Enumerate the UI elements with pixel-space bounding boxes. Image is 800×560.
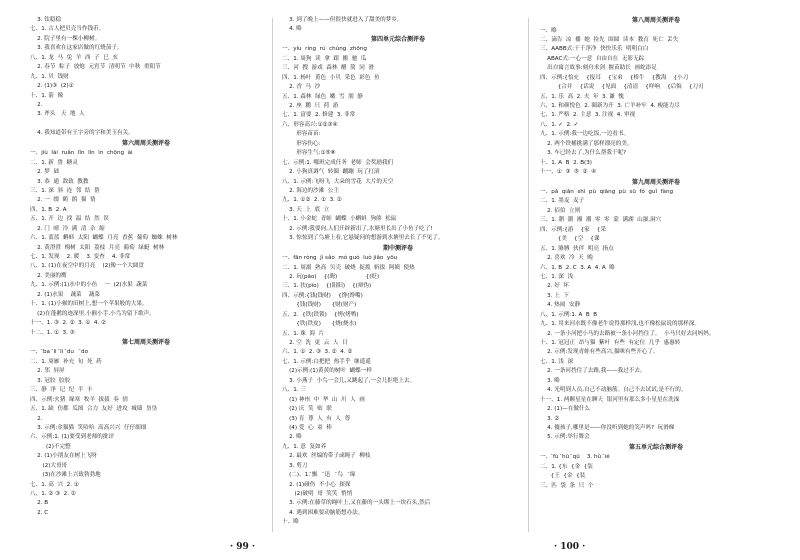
answer-line: 二、1. 墨麦 麦子 <box>540 198 585 205</box>
answer-line: 4. 遇到困难要动脑筋想办法。 <box>282 509 364 516</box>
answer-line: 三、AABB式:千千净净 快快乐乐 明明白白 <box>540 46 649 53</box>
answer-line: 2. 门 晴 冷 满 清 杂 缩 <box>30 225 105 232</box>
answer-line: 2. 好 坏 <box>540 283 569 290</box>
answer-line: 七、1. 示例:白把把 热手乎 继遥遥 <box>282 358 371 365</box>
answer-line: 二、1. 新 鲁 糖灵 <box>30 159 78 166</box>
answer-line: 七、示例:1. 哪班完成任务 老师 会奖励我们 <box>282 159 394 166</box>
left-page-number: · 99 · <box>230 542 256 552</box>
answer-line: 七、1. 古人把贝壳当作钱币。 <box>30 26 105 33</box>
answer-line: 2. 玩(pāo) {(晦) {(贬) <box>282 273 380 280</box>
answer-line: (3) 育 尊 人 有 人 尊 <box>282 415 351 422</box>
answer-line: (2)在蓬鹅的迹深里,小猴小手,小鸟为留下歌声。 <box>30 310 155 317</box>
answer-line: 3. 斧头 天 地 人 <box>30 111 85 118</box>
answer-line: 四、1. B 2. A <box>30 206 67 213</box>
answer-line: 十一、1. 两颗星星在聊天 银河里有那么多小星星在洗澡 <box>540 396 680 403</box>
answer-line: 六、示例:1. (1)要受到老师的批评 <box>30 434 115 441</box>
answer-line: 六、1. B 2. C 3. A 4. A 略 <box>540 264 615 271</box>
section-heading: 第六周周关测评卷 <box>121 139 170 147</box>
section-heading: 第七周周关测评卷 <box>121 338 170 346</box>
answer-line: 2. (1)—在做什么 <box>540 406 591 413</box>
answer-line: 3. ② <box>540 415 560 422</box>
answer-line: 四、1. 杨叶 黄色 小贝 采色 彩色 鱼 <box>282 74 380 81</box>
answer-line: 八、1. (1)在夜空中的月亮 (2)像一个大圆盘 <box>30 263 144 270</box>
answer-line: 3. 冠胶 胶胶 <box>30 377 71 384</box>
answer-line: 3. 惊惊到了鸟塘上看,它悬疑问的想游到水塘里去长了不见了。 <box>282 235 444 242</box>
answer-line: 八、1. ② ③ 2. ② <box>30 491 76 497</box>
answer-line: 3. 上 下 <box>540 292 569 299</box>
answer-line: 六、1. 蓝蓝 蝌蚪 太阳 蝴蝶 月亮 香蕉 葡萄 蜘蛛 树林 <box>30 235 178 242</box>
answer-line: 出自寓言故事:刻舟求剑 揠苗助长 画蛇添足 <box>540 65 657 72</box>
answer-line <box>30 120 262 129</box>
answer-line: 形容伤心: <box>282 140 321 147</box>
answer-line: 十、1. (1)小猴的田树上,想一个苹果般的大果。 <box>30 301 148 308</box>
answer-line: 九、1. 示例:我一边吃饭,一边看书。 <box>540 131 630 138</box>
section-heading: 期中测评卷 <box>382 244 413 252</box>
answer-line: 七、1. 富要 2. 修建 3. 非常 <box>282 112 356 119</box>
answer-line: 五、1. 缺 仿都 瓜图 合力 友好 进攻 城墙 垦垦 <box>30 406 158 413</box>
answer-line: 七、1. 浅 深 <box>540 358 574 365</box>
answer-line: 2. 两个铁桶挑满了那样漂亮的美。 <box>540 140 633 147</box>
answer-line: 4. 光明到人员,自己不动脑筋。自己不去试试,是不行的。 <box>540 387 687 394</box>
answer-line: 4. 傻孩子,哪里是——你没听到她的笑声吗? 玩滑梯 <box>540 424 675 431</box>
answer-line: 2. 海边的沙滩 公主 <box>282 187 339 194</box>
answer-line: 3. 钛稳稳 <box>30 17 62 23</box>
answer-line: 七、1. 高 兴 2. ① <box>30 481 79 488</box>
answer-line: 2. 邻 屏屏 <box>30 368 65 375</box>
answer-line: 二、1. 周狗 读 拿 跟 搬 驰 瓜 <box>282 55 367 62</box>
answer-line: 5. 示例:举行舞会 <box>540 434 590 441</box>
answer-line: 五、1. 胳膊 伙伴 明亮 指点 <box>540 245 614 252</box>
answer-line: 一、pǎ qiǎn shì pù qiāng pù sū fó guǐ fàng <box>540 189 674 195</box>
answer-line: {铁(铁皮) {烧(烧水) <box>282 321 357 328</box>
answer-line: 4. 我知道带有王字旁的字和美玉有关。 <box>30 130 134 137</box>
answer-line: 四、示例:{钱(钱财) {馋(馋嘴) <box>282 292 363 299</box>
answer-line: 2. (1)碰伤 不小心 探探 <box>282 481 351 488</box>
answer-line: 五、1. 珠 海 片 <box>282 330 325 337</box>
answer-line: (4) 爱 心 童 棒 <box>282 424 332 431</box>
section-heading: 第八周周关测评卷 <box>631 17 680 24</box>
answer-line: 五、1. 森林 绿色 嫩 雪 朋 静 <box>282 93 363 100</box>
answer-line: 六、1. ① 2. ③ 3. ② 4. ② <box>282 349 353 356</box>
answer-line: 十二、1. ① 3. ③ <box>30 329 75 336</box>
answer-line: 七、1. 深 浅 <box>540 273 574 280</box>
answer-line: 九、1. 用来河水既不像老牛说得那样浅,也不像松鼠说的那样深。 <box>540 321 700 328</box>
answer-line: ABAC式:一心一意 自由自在 无影无踪 <box>540 55 645 62</box>
answer-line: (2)不完整 <box>30 443 71 450</box>
answer-line: 2. 美丽的鹰 <box>30 272 67 279</box>
answer-line: (2) 庆 笑 贴 联 <box>282 406 332 413</box>
answer-line: 四、示例:火猪 缘寒 牧羊 拔拔 奏 情 <box>30 396 128 403</box>
answer-line: 一、 ̄ba ̄li ̄li ̄du ̄do <box>30 349 89 356</box>
answer-line: 二、1. 周溺 熟高 贝壳 破烧 捉拨 斩拔 阿姨 使热 <box>282 264 415 271</box>
column-middle <box>282 16 514 538</box>
answer-line: 三、1. 扶(pīo) {(阳阳) {(辩伪) <box>282 283 372 290</box>
answer-line: 2. <box>30 101 43 108</box>
column-left <box>30 16 262 538</box>
answer-line: 三、河 搜 游戏 森林 醋 简 同 滑 <box>282 65 375 72</box>
answer-line: 四、示例:{恰充 {报耳 {宝弟 {桥牛 {教海 {小刀 <box>540 74 689 81</box>
answer-line: 一、yíu ríng rú chúng zhōng <box>282 46 367 53</box>
answer-line: 一、 ̄fù ̄hū ̄qū 3. hǔ ̄ié <box>540 454 610 461</box>
answer-line: 4. 略 <box>282 26 302 33</box>
answer-line: 一、略 <box>540 27 557 34</box>
answer-line: 八、1. 示例:1. A B B <box>540 311 598 318</box>
answer-line: 2. 梦 础 <box>30 169 59 176</box>
answer-line: 八、1. 龙 马 兔 羊 西 子 巳 亥 <box>30 54 118 61</box>
answer-line: {美 {空 {课 <box>540 236 600 243</box>
answer-line: 3. 车已经去了,为什么帮我干呢? <box>540 150 627 157</box>
answer-line: 十一、1. ③ 2. ② 3. ① 4. ② <box>30 320 106 327</box>
answer-line: 十一、① ③ ⑤ ② ④ <box>540 169 597 176</box>
answer-line: 四、示例:{游 {家 {采 <box>540 226 606 233</box>
answer-line: 七、1. 严格 2. 主意 3. 注视 4. 审视 <box>540 112 636 119</box>
answer-line: (1) 神州 中 华 山 川 人 画 <box>282 396 365 403</box>
answer-line: 2. 座 鹏 只 荷 游 <box>282 103 339 109</box>
answer-line: 2. 一 缀 鹤 鹃 猫 情 <box>30 197 96 204</box>
answer-line: 3. 天 上 底 立 <box>282 206 330 213</box>
answer-line: (二)、1. ̄飘 ̄迅 ̄鸟 ̄缘 <box>282 472 356 479</box>
column-right <box>540 16 772 538</box>
section-heading: 第九周周关测评卷 <box>631 178 680 186</box>
answer-line: 三、1. 深 斜 连 邻 结 帮 <box>30 187 100 194</box>
answer-line: 3. 小燕子 小鸟一会儿,又跳起了,一会儿拒绝上去。 <box>282 377 416 384</box>
answer-line: 2. 示例:发现青蛙有些高兴,猫咪有些开心了。 <box>540 349 659 356</box>
section-heading: 第四单元综合测评卷 <box>370 35 425 43</box>
answer-line: 九、1. ①② 2. ① 3. ② <box>282 197 342 204</box>
answer-line: 2. 略 <box>282 434 302 441</box>
answer-line: 2. 香 马 沙 <box>282 84 321 91</box>
answer-line: 2. (1)水果 蔬菜 蔬菜 <box>30 291 100 298</box>
answer-line: 九、1. 示例:(1)水中的小鱼 一 (2)水果 蔬菜 <box>30 282 148 289</box>
answer-line: 2. 一条河挡住了去路,我——我过不去。 <box>540 368 646 375</box>
answer-line: 一、fān ròng jì sǎo mò guó luò jiǎo yōu <box>282 255 398 262</box>
answer-line: 六、1. 和颜悦色 2. 圈新为开 3. 亡羊补牢 4. 瘦能力尽 <box>540 103 680 109</box>
answer-line: 2. 示例:我要向,人们开辟新出了,水塘里长出了小鱼子吃了! <box>282 225 433 232</box>
answer-line: 二、滴告 凉 播 她 捡先 围圆 读本 教育 死亡 丢失 <box>540 36 679 43</box>
answer-line: 2. <box>30 415 43 422</box>
answer-line: 2. 空 洗 更 云 人 日 <box>282 340 348 346</box>
answer-line: 2. 佰伯 立则 <box>540 207 581 214</box>
answer-line: (2)破明 哥 笑笑 悄悄 <box>282 491 353 497</box>
answer-line: 二、1. 周雁 补充 旬 死 药 <box>30 358 102 365</box>
answer-line: 形容生气:①⑤⑧ <box>282 150 336 157</box>
answer-line: 九、1. 意 复如养 <box>282 443 327 450</box>
answer-line: 3. 到了晚上——但很快就进入了甜美的梦乡。 <box>282 17 403 23</box>
answer-line: 二、1. {东 {金 {装 <box>540 463 593 470</box>
answer-line: 六、形容高兴:①②③④ <box>282 121 338 128</box>
answer-line: 九、1. 贝 钱财 <box>30 73 69 80</box>
column-divider <box>528 18 529 532</box>
answer-line: {王 {金 {装 <box>540 473 586 480</box>
answer-line: 2. B <box>30 500 49 507</box>
answer-line: 三、1. 潮 潮 湘 潮 零 零 蒙 满湖 山瀑,洞穴 <box>540 217 662 224</box>
answer-line: 七、1. 发现 2. 暖 3. 变查 4. 非常 <box>30 254 131 260</box>
answer-line: 五、1. 乐 高 2. 夫 年 3. 谦 愧 <box>540 93 624 100</box>
answer-line: 3. 略 <box>540 377 560 384</box>
answer-line: 形容苗苗: <box>282 131 321 138</box>
answer-line: 2. 春节 粽子 放炮 元宵节 清明节 中秋 重阳节 <box>30 64 161 71</box>
answer-line: 十、略 <box>282 519 299 526</box>
answer-line: 2. 小狗真调气 转圈 蹦蹦 玩了打滚 <box>282 169 380 176</box>
answer-line: {钱(钱财) {财(财产) <box>282 302 357 309</box>
answer-line: (2)示例:(1)黄黄的树叶 蝴蝶一样 <box>282 368 372 375</box>
answer-line: 3. 示例:在藤草的绳叶上,又在藤的一头绑上一块石头,然后 <box>282 500 431 507</box>
answer-line: 3. 我喜欢在这家店做的红烧茄子。 <box>30 45 123 52</box>
answer-line: 五、1. 开 边 找 温 结 然 误 <box>30 216 109 223</box>
answer-line: 3. 示例:金猫猫 笑哈哈 高高兴兴 仔仔细细 <box>30 424 147 431</box>
answer-line: 2. 最欢 丝编的带子或绳子 柳枝 <box>282 453 371 460</box>
answer-line: 一、jiù lài ruǎn lǐn lín ìn chōng ài <box>30 150 133 157</box>
answer-line: 2. 院子里有一棵小柳树。 <box>30 35 101 42</box>
section-heading: 第五单元综合测评卷 <box>628 443 683 451</box>
answer-line: 八、1. 示例:飞呀飞 大朵的雪花 大片的天空 <box>282 178 394 185</box>
answer-line: 3. 剪刀 <box>282 462 308 469</box>
answer-line: 4. 热闹 安静 <box>540 302 581 309</box>
answer-line: {合并 {话说 {见面 {清清 {咩响 {后悔 {刀刃 <box>540 84 704 91</box>
answer-line: 八、1. 三 <box>282 387 306 394</box>
answer-line: 2. (1)小朋友在树上飞呀 <box>30 453 97 460</box>
answer-line: 2. 黄澄澄 梅树 太阳 荔枝 月亮 葡萄 绿蜓 树林 <box>30 244 165 251</box>
answer-line: 十、1. 箭 像 <box>30 92 64 99</box>
answer-line: 3. 恭 通 敌致 教教 <box>30 178 89 185</box>
answer-line: 十、1. 冠冠正 昂与猫 紫叶 有些 有定位 几乎 惠惠转 <box>540 340 681 346</box>
answer-line: 2. C <box>30 509 49 516</box>
answer-line: 三、匹 袋 条 只 个 <box>540 482 594 489</box>
answer-line: 十、1. 小金蛇 青蛙 蝴蝶 小蝌蚪 狗熊 松鼠 <box>282 216 397 223</box>
answer-line: 十、1. A B 2. B(3) <box>540 159 592 166</box>
answer-line: 2. (1)③ (2)① <box>30 83 74 90</box>
column-divider <box>272 18 273 532</box>
answer-line: 八、1. ✓ 2. ✓ <box>540 121 579 128</box>
answer-line: (2)大哥哥 <box>30 462 68 469</box>
answer-line: 五、2. {铁(铁锁) {烤(烤鸭) <box>282 311 359 318</box>
answer-line: 三、静 净 记 纪 半 丰 <box>30 387 93 394</box>
answer-line: 2. 一条小河把小马的去路被一条小河挡住了。 小马只好去问妈妈。 <box>540 330 715 337</box>
answer-line: (3)在沙滩上兴致勃勃地 <box>30 472 101 479</box>
answer-line: 2. 喜欢 冷 天 晚 <box>540 255 593 262</box>
right-page-number: · 100 · <box>554 542 586 552</box>
